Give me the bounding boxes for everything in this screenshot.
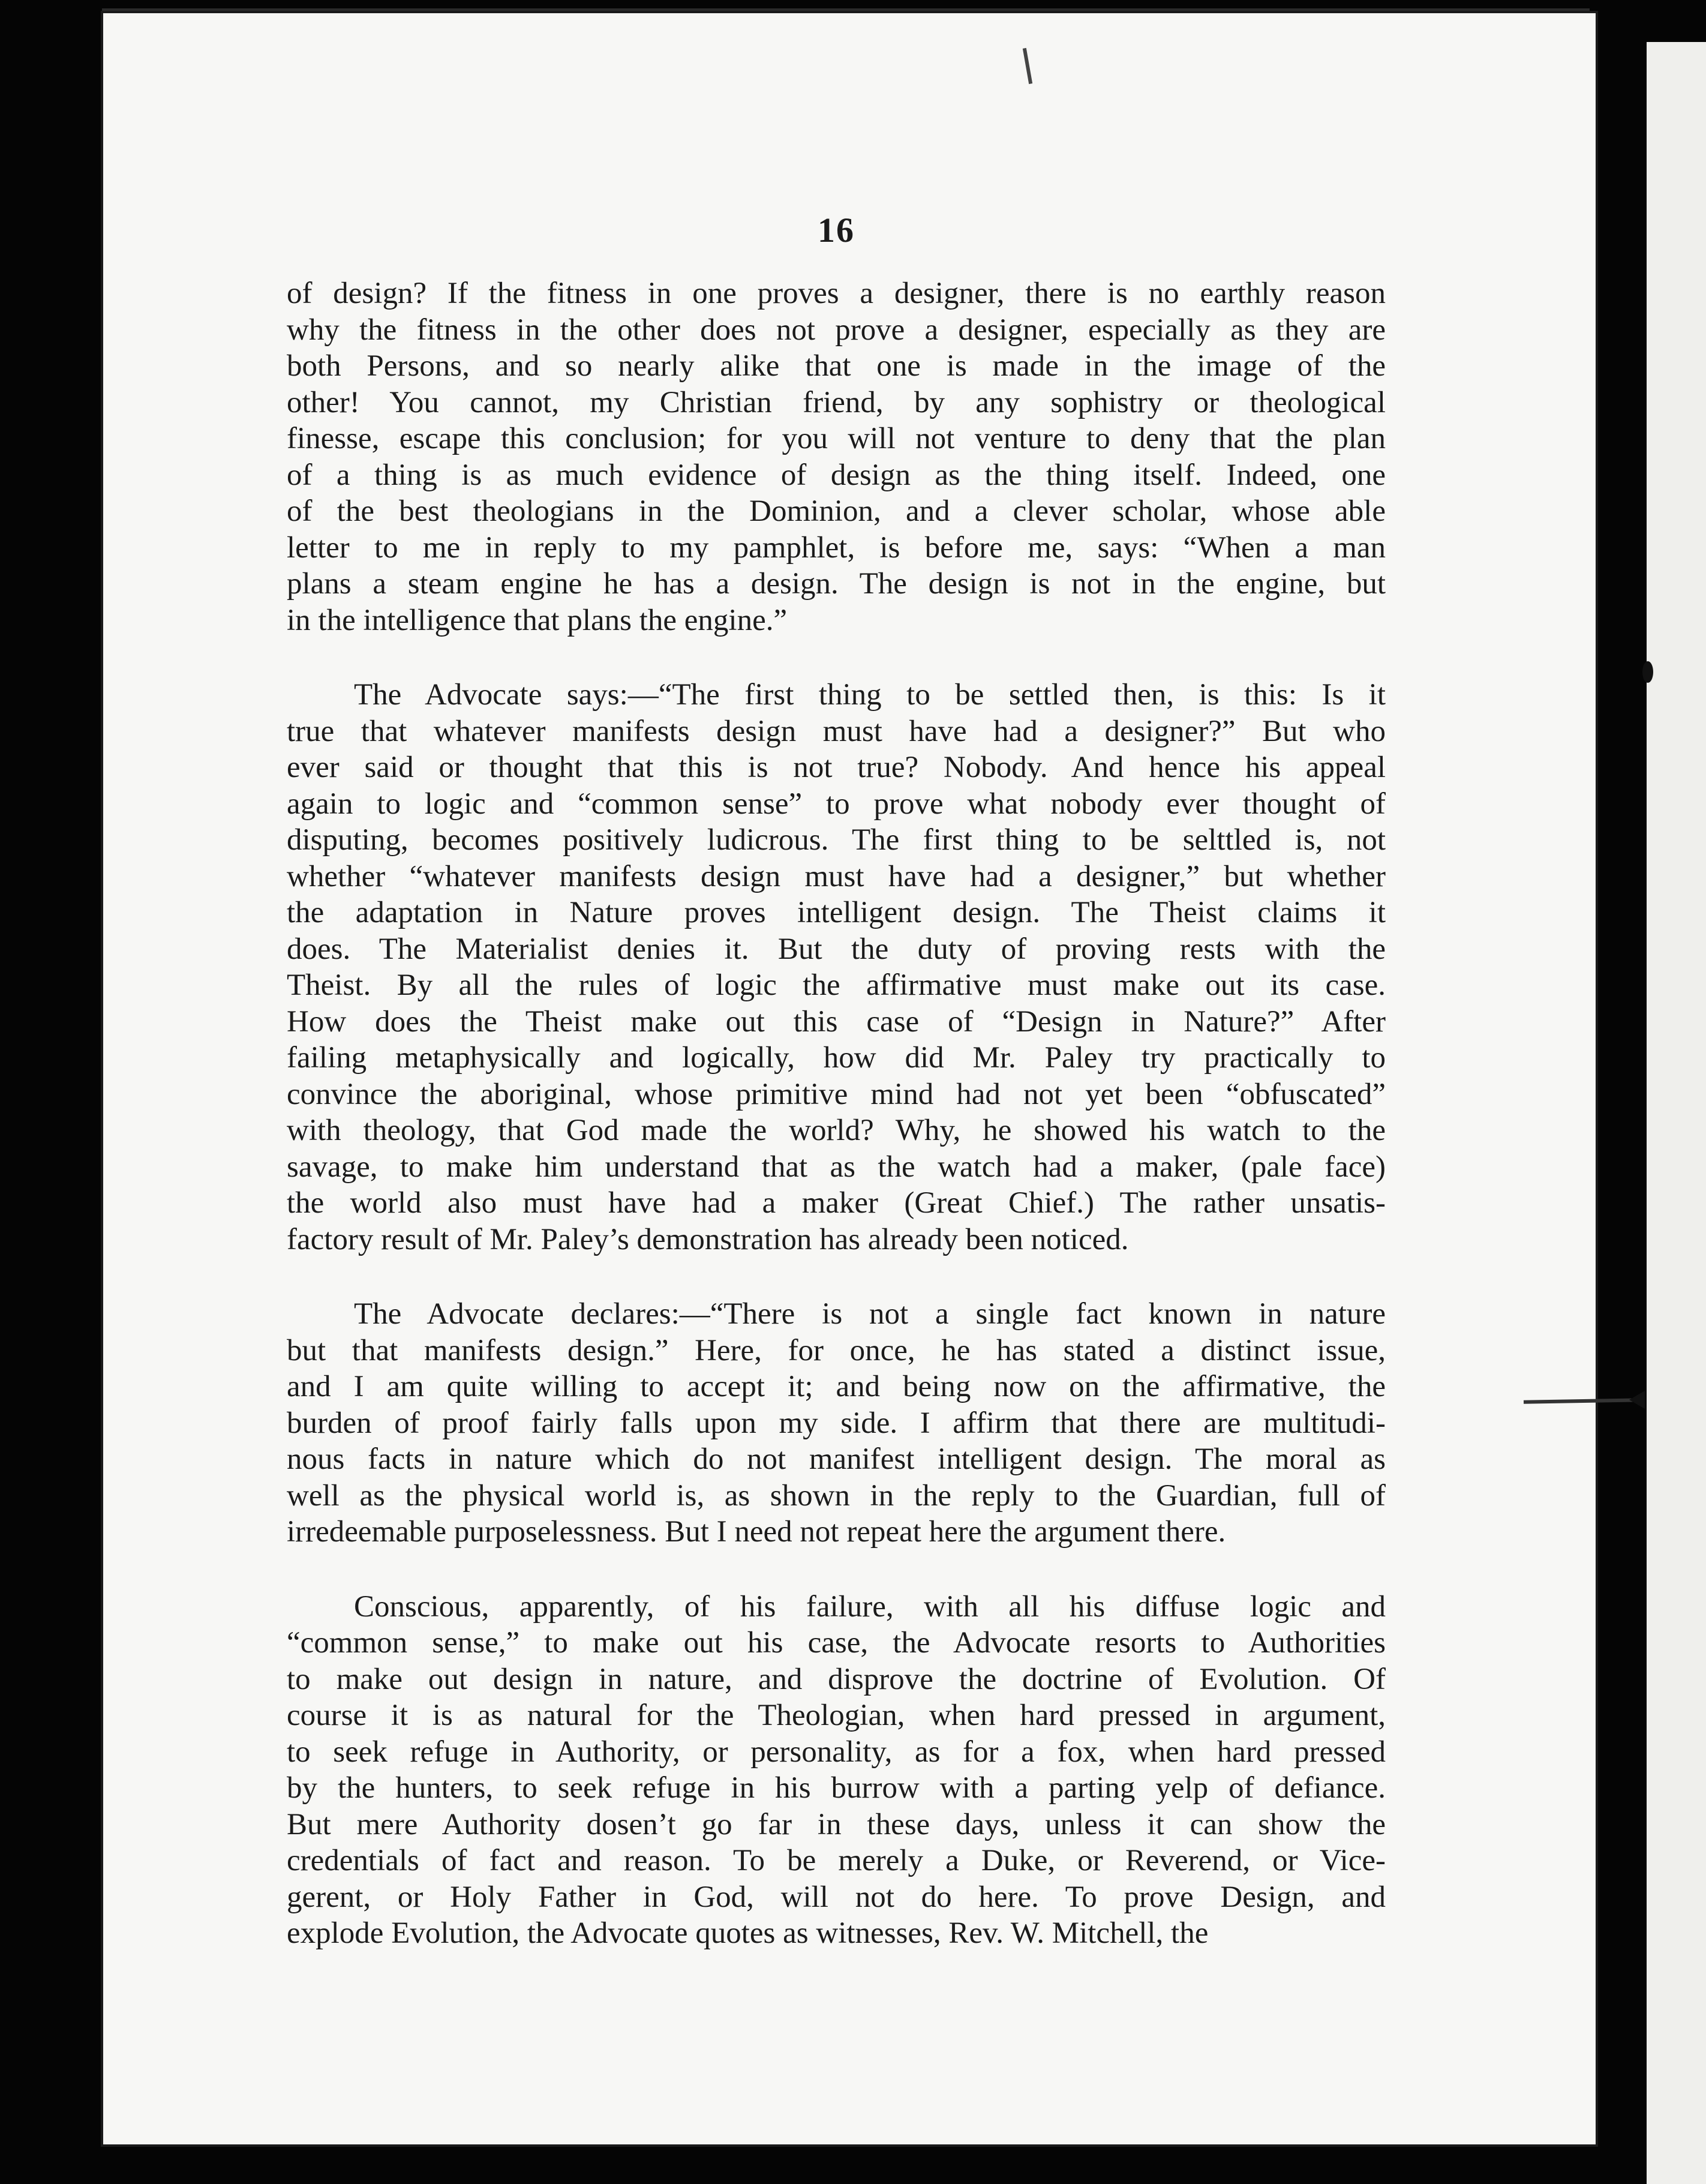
text-line: explode Evolution, the Advocate quotes as witnesses, Rev. W. Mitchell, the xyxy=(287,1916,1209,1950)
adjacent-page-edge xyxy=(1647,42,1706,2184)
text-line: How does the Theist make out this case of “Design in Nature?” After xyxy=(287,1004,1386,1039)
text-line: of design? If the fitness in one proves a designer, there is no earthly reason xyxy=(287,277,1386,310)
text-line: ever said or thought that this is not true? Nobody. And hence his appeal xyxy=(287,751,1386,784)
page-number: 16 xyxy=(818,211,855,250)
text-line: Theist. By all the rules of logic the affirmative must make out its case. xyxy=(287,968,1386,1002)
text-line: finesse, escape this conclusion; for you will not venture to deny that the plan xyxy=(287,422,1386,455)
text-line: in the intelligence that plans the engine.” xyxy=(287,603,788,637)
text-line: failing metaphysically and logically, how did Mr. Paley try practically to xyxy=(287,1041,1386,1075)
text-line: But mere Authority dosen’t go far in these days, unless it can show the xyxy=(287,1807,1386,1841)
text-line: other! You cannot, my Christian friend, by any sophistry or theological xyxy=(287,385,1386,419)
ink-blot xyxy=(1642,661,1653,683)
paragraph xyxy=(287,275,1386,638)
text-line: but that manifests design.” Here, for once, he has stated a distinct issue, xyxy=(287,1333,1386,1367)
text-line: Conscious, apparently, of his failure, with all his diffuse logic and xyxy=(354,1589,1386,1624)
paragraph xyxy=(287,677,1386,1258)
text-line: convince the aboriginal, whose primitive mind had not yet been “obfuscated” xyxy=(287,1077,1386,1111)
text-line: factory result of Mr. Paley’s demonstration has already been noticed. xyxy=(287,1222,1129,1256)
text-line: nous facts in nature which do not manifest intelligent design. The moral as xyxy=(287,1442,1386,1476)
ink-mark xyxy=(1023,48,1032,84)
text-line: whether “whatever manifests design must have had a designer,” but whether xyxy=(287,859,1386,893)
text-line: course it is as natural for the Theologian, when hard pressed in argument, xyxy=(287,1699,1386,1732)
text-line: to make out design in nature, and disprove the doctrine of Evolution. Of xyxy=(287,1662,1386,1696)
text-line: letter to me in reply to my pamphlet, is before me, says: “When a man xyxy=(287,530,1386,565)
text-line: why the fitness in the other does not prove a designer, especially as they are xyxy=(287,313,1386,347)
text-line: again to logic and “common sense” to prove what nobody ever thought of xyxy=(287,787,1386,821)
text-line: disputing, becomes positively ludicrous. The first thing to be selttled is, not xyxy=(287,823,1386,857)
text-line: irredeemable purposelessness. But I need not repeat here the argument there. xyxy=(287,1515,1226,1549)
text-line: of a thing is as much evidence of design as the thing itself. Indeed, one xyxy=(287,458,1386,492)
text-line: burden of proof fairly falls upon my side. I affirm that there are multitudi- xyxy=(287,1406,1386,1440)
text-line: well as the physical world is, as shown in the reply to the Guardian, full of xyxy=(287,1478,1386,1513)
text-line: gerent, or Holy Father in God, will not do here. To prove Design, and xyxy=(287,1880,1386,1914)
text-line: does. The Materialist denies it. But the duty of proving rests with the xyxy=(287,932,1386,966)
text-line: and I am quite willing to accept it; and being now on the affirmative, the xyxy=(287,1370,1386,1403)
text-line: The Advocate declares:—“There is not a single fact known in nature xyxy=(354,1297,1386,1331)
text-line: The Advocate says:—“The first thing to be settled then, is this: Is it xyxy=(354,678,1386,712)
text-line: plans a steam engine he has a design. The design is not in the engine, but xyxy=(287,567,1386,601)
text-line: savage, to make him understand that as the watch had a maker, (pale face) xyxy=(287,1150,1386,1184)
text-line: credentials of fact and reason. To be merely a Duke, or Reverend, or Vice- xyxy=(287,1844,1386,1877)
text-line: by the hunters, to seek refuge in his burrow with a parting yelp of defiance. xyxy=(287,1771,1386,1805)
text-line: the world also must have had a maker (Great Chief.) The rather unsatis- xyxy=(287,1186,1386,1220)
page-body xyxy=(287,210,1386,1990)
text-line: to seek refuge in Authority, or personality, as for a fox, when hard pressed xyxy=(287,1735,1386,1769)
paragraph xyxy=(287,1296,1386,1550)
text-line: of the best theologians in the Dominion, and a clever scholar, whose able xyxy=(287,494,1386,528)
paragraphs xyxy=(287,275,1386,1952)
text-line: both Persons, and so nearly alike that one is made in the image of the xyxy=(287,349,1386,383)
paragraph xyxy=(287,1589,1386,1952)
text-line: true that whatever manifests design must have had a designer?” But who xyxy=(287,714,1386,748)
text-line: “common sense,” to make out his case, the Advocate resorts to Authorities xyxy=(287,1626,1386,1660)
text-line: with theology, that God made the world? Why, he showed his watch to the xyxy=(287,1114,1386,1147)
text-line: the adaptation in Nature proves intelligent design. The Theist claims it xyxy=(287,896,1386,929)
